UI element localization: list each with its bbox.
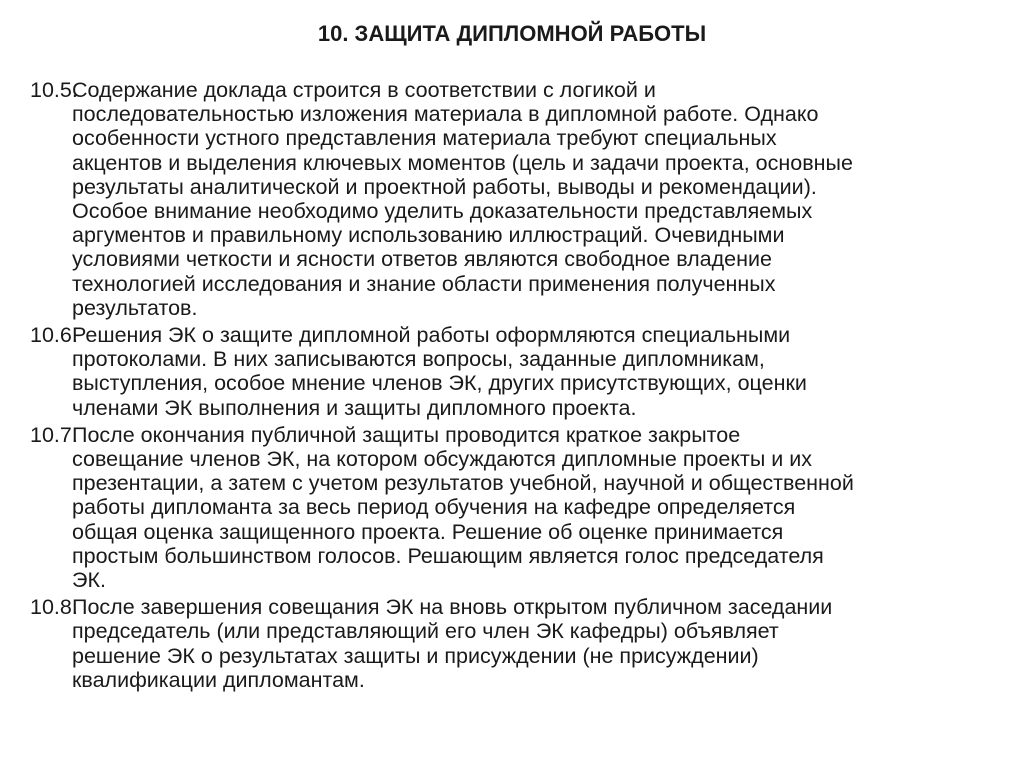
list-item <box>30 323 1020 420</box>
list-item <box>30 78 1020 320</box>
list-item <box>30 423 1020 592</box>
item-text: Решения ЭК о защите дипломной работы оформляются специальными протоколами. В них записываются вопросы, заданные дипломникам, выступления, особое мнение членов ЭК, других присутствующих, оценки членами ЭК выполнения и защиты дипломного проекта. <box>72 323 807 420</box>
item-text: После завершения совещания ЭК на вновь открытом публичном заседании председатель (или представляющий его член ЭК кафедры) объявляет решение ЭК о результатах защиты и присуждении (не присуждении) квалификации дипломантам. <box>72 595 833 692</box>
item-number: 10.6. <box>30 323 78 348</box>
item-text: Содержание доклада строится в соответствии с логикой и последовательностью изложения материала в дипломной работе. Однако особенности устного представления материала требуют специальных акцентов и выделения ключевых моментов (цель и задачи проекта, основные результаты аналитической и проектной работы, выводы и рекомендации). Особое внимание необходимо уделить доказательности представляемых аргументов и правильному использованию иллюстраций. Очевидными условиями четкости и ясности ответов являются свободное владение технологией исследования и знание области применения полученных результатов. <box>72 78 853 320</box>
slide-content <box>30 78 1020 695</box>
item-text: После окончания публичной защиты проводится краткое закрытое совещание членов ЭК, на котором обсуждаются дипломные проекты и их презентации, а затем с учетом результатов учебной, научной и общественной работы дипломанта за весь период обучения на кафедре определяется общая оценка защищенного проекта. Решение об оценке принимается простым большинством голосов. Решающим является голос председателя ЭК. <box>72 422 854 593</box>
item-number: 10.5. <box>30 78 78 102</box>
slide-title: 10. ЗАЩИТА ДИПЛОМНОЙ РАБОТЫ <box>317 21 707 46</box>
list-item <box>30 595 1020 692</box>
item-number: 10.8. <box>30 595 78 620</box>
item-number: 10.7. <box>30 422 78 447</box>
